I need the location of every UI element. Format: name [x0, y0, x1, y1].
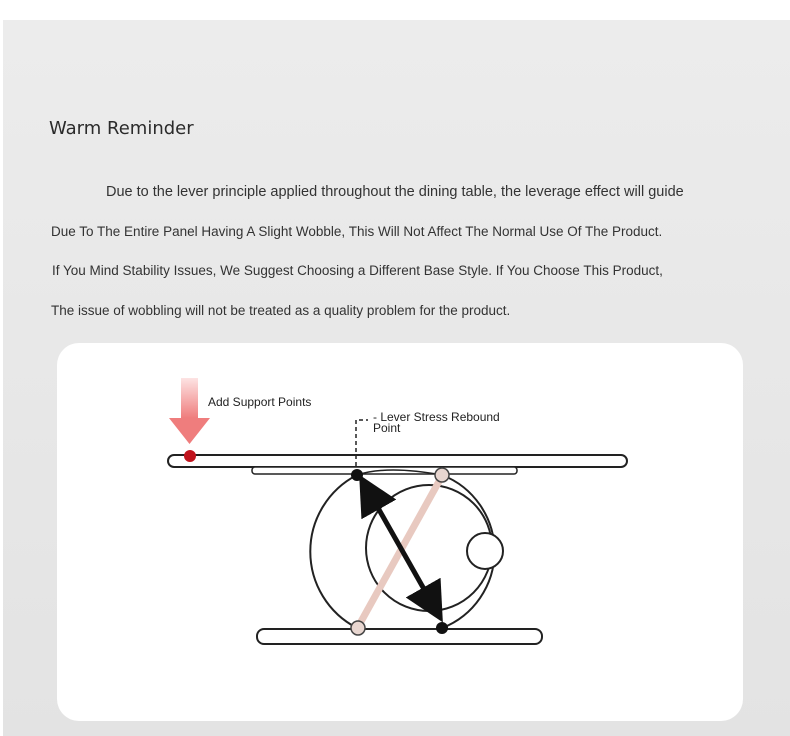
table-lever-diagram — [57, 343, 743, 721]
pedestal-knob — [467, 533, 503, 569]
paragraph-3: If You Mind Stability Issues, We Suggest Choosing a Different Base Style. If You Choose This Product, — [52, 263, 663, 278]
pivot-point-bottom — [351, 621, 365, 635]
support-arrow-icon — [169, 378, 210, 444]
page-title: Warm Reminder — [49, 118, 194, 139]
paragraph-2: Due To The Entire Panel Having A Slight Wobble, This Will Not Affect The Normal Use Of The Product. — [51, 224, 663, 239]
rebound-label-line2: Point — [373, 421, 401, 435]
stress-point-bottom — [436, 622, 448, 634]
table-top — [168, 455, 627, 467]
pedestal-outer-arc — [310, 475, 357, 628]
rebound-label-line1: - Lever Stress Rebound — [373, 410, 500, 424]
support-points-label: Add Support Points — [208, 395, 312, 409]
paragraph-4: The issue of wobbling will not be treated as a quality problem for the product. — [51, 303, 511, 318]
paragraph-1: Due to the lever principle applied throughout the dining table, the leverage effect will guide — [106, 184, 684, 200]
table-base — [257, 629, 542, 644]
pivot-point-top — [435, 468, 449, 482]
diagram-card — [57, 343, 743, 721]
stress-point-top — [351, 469, 363, 481]
support-point-dot — [184, 450, 196, 462]
